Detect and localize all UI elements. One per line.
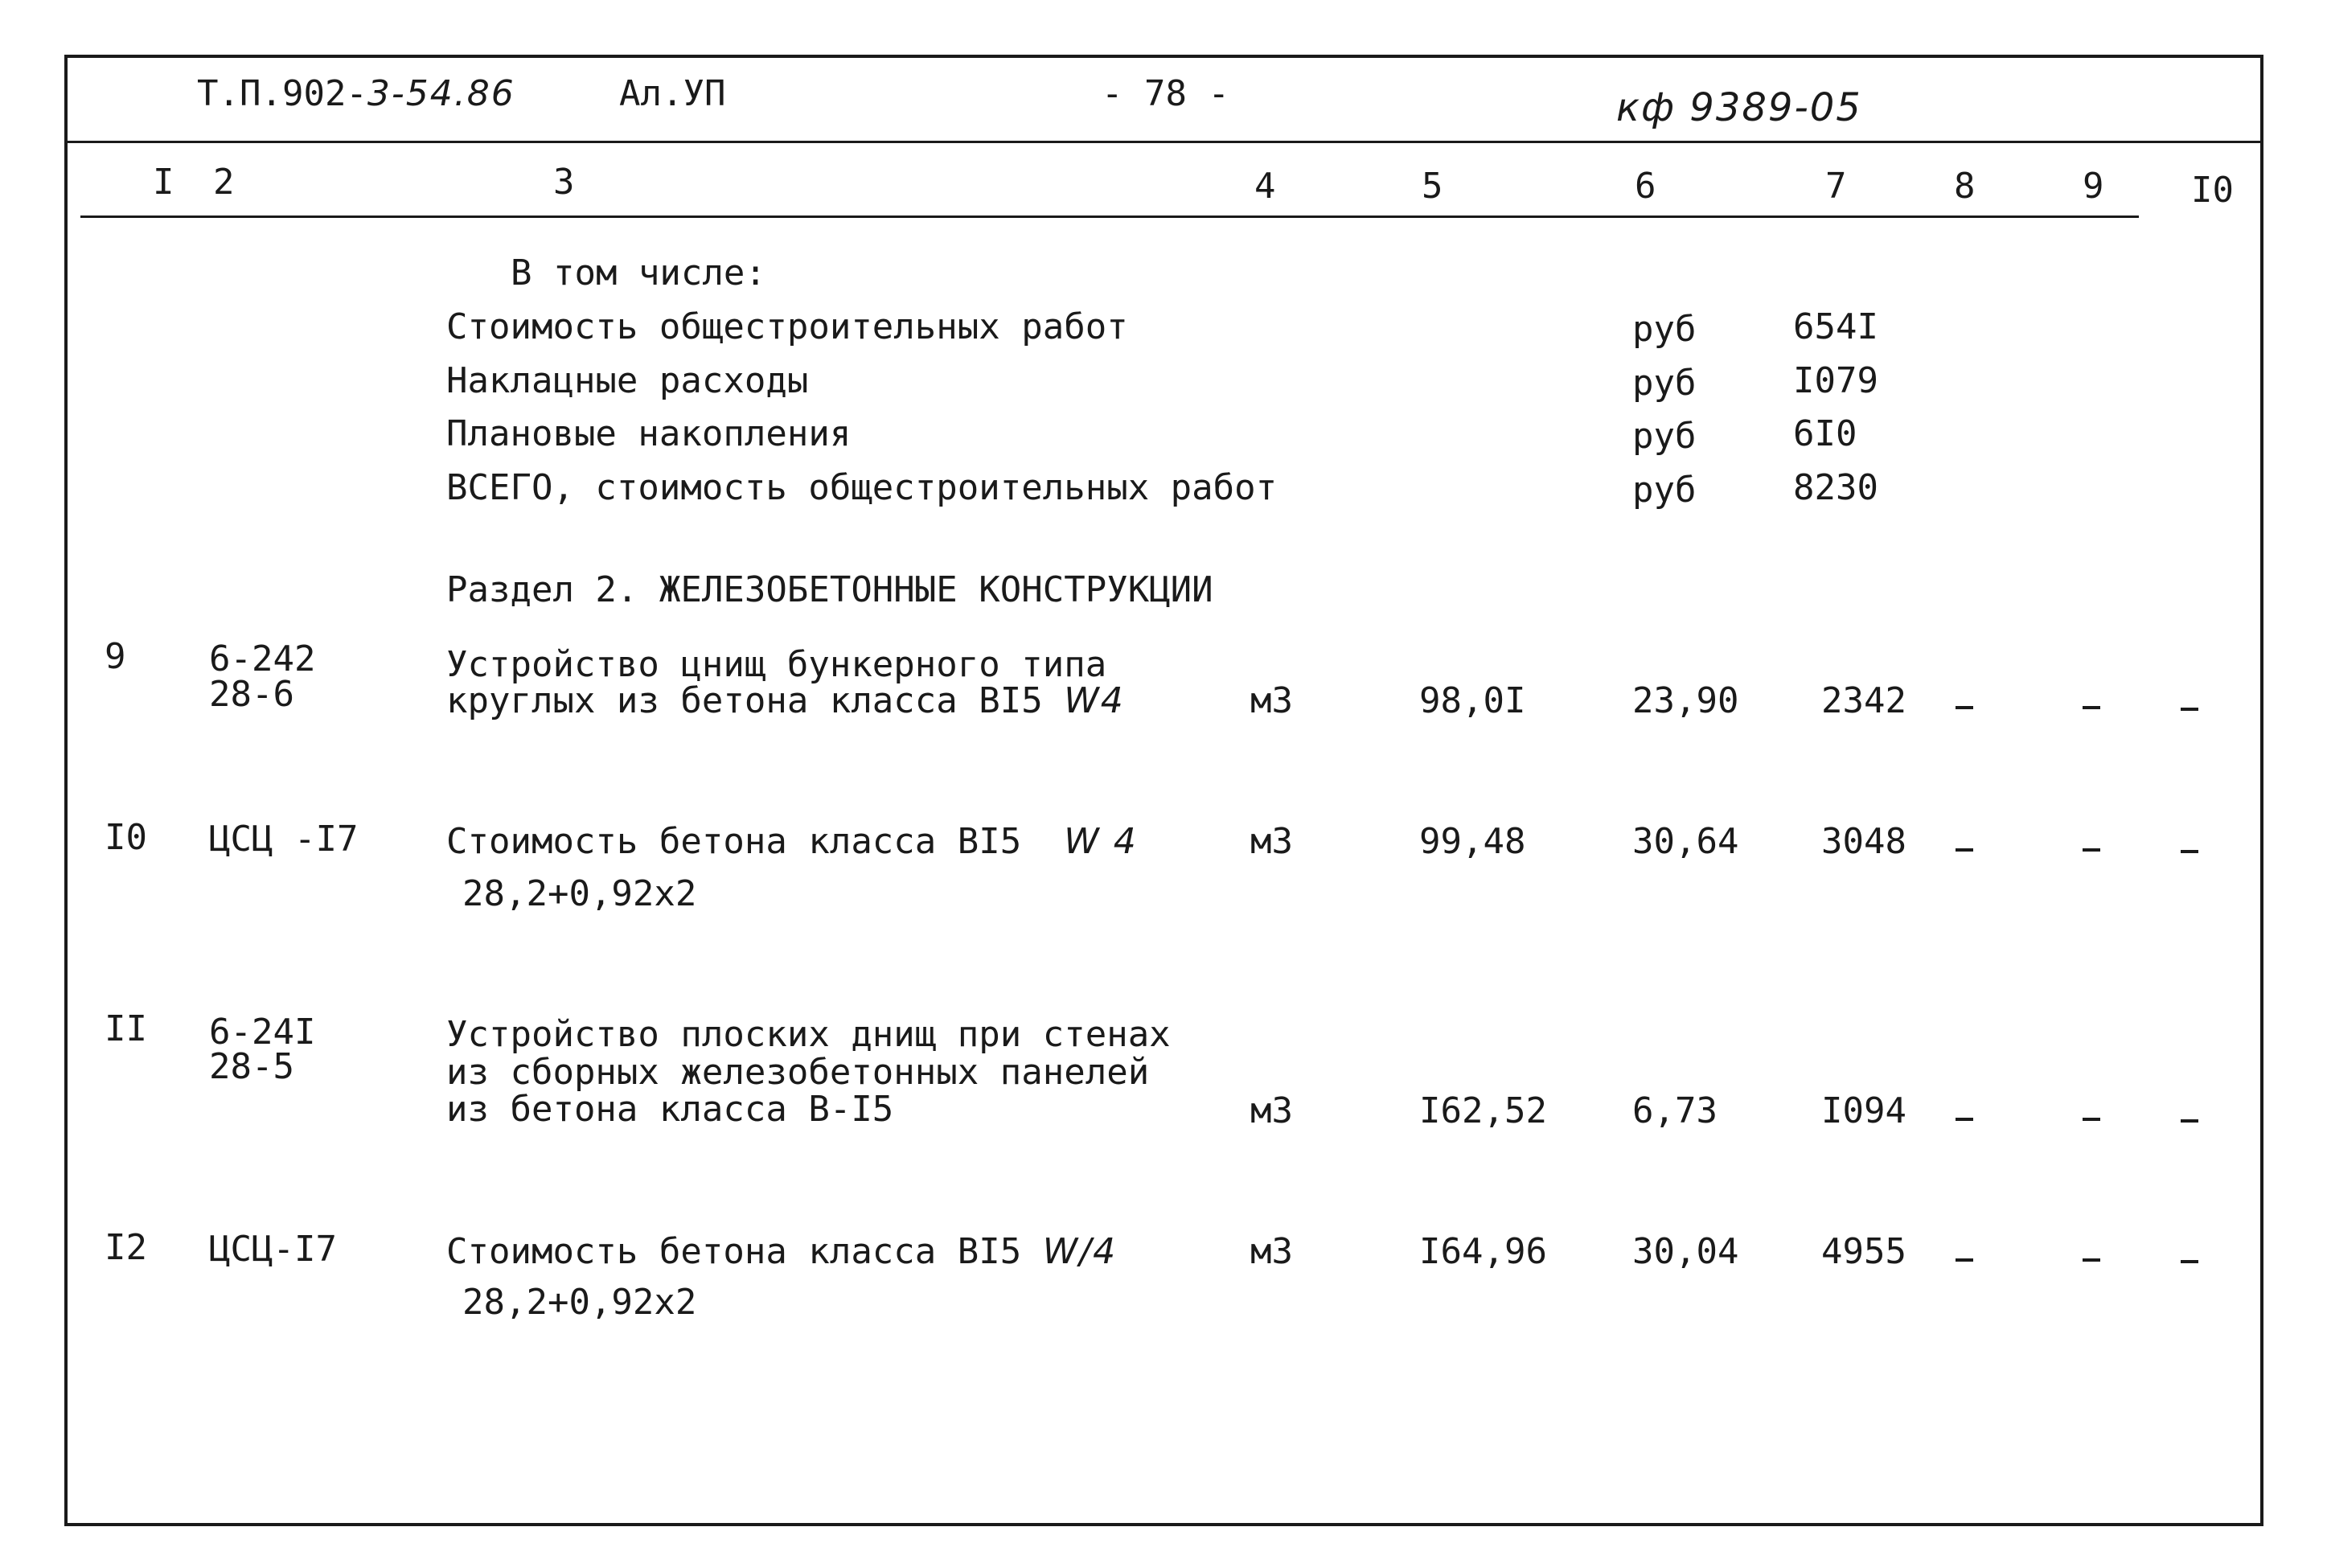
row-description: из сборных железобетонных панелей [446,1052,1150,1093]
row-description: круглых из бетона класса BI5 W4 [446,680,1125,721]
col-number-7: 7 [1825,166,1847,207]
row-description: Стоимость бетона класса BI5 W 4 [446,821,1138,862]
page-number: - 78 - [1102,73,1229,114]
row-description: из бетона класса В-I5 [446,1089,894,1130]
summary-line-text: ВСЕГО, стоимость общестроительных работ [446,467,1278,508]
row-code: 6-24I [209,1012,316,1053]
row-description: Стоимость бетона класса BI5 W/4 [446,1231,1118,1272]
row-col9-dash [2083,1258,2100,1262]
summary-intro: В том числе: [511,252,766,293]
row-number: I2 [105,1227,147,1268]
row-col10-dash [2181,1119,2198,1123]
row-number: II [105,1008,147,1049]
summary-line-unit: руб [1632,416,1697,457]
col-number-2: 2 [213,162,235,203]
row-col10-dash [2181,850,2198,853]
col-number-10: I0 [2191,170,2234,211]
page-frame [64,55,2263,1526]
summary-line-text: Плановые накопления [446,413,852,454]
header-divider [64,141,2263,143]
row-quantity: 98,0I [1419,680,1526,721]
row-code-secondary: 28-6 [209,674,294,715]
row-code-secondary: 28-5 [209,1046,294,1087]
section-title: Раздел 2. ЖЕЛЕЗОБЕТОННЫЕ КОНСТРУКЦИИ [446,569,1213,610]
summary-line-value: 6I0 [1793,413,1857,454]
col-number-5: 5 [1422,166,1443,207]
col-number-6: 6 [1635,166,1656,207]
row-unit-price: 23,90 [1632,680,1739,721]
row-unit: м3 [1250,1231,1293,1272]
row-description: Устройство цнищ бункерного типа [446,644,1107,685]
summary-line-unit: руб [1632,363,1697,404]
row-code: ЦСЦ-I7 [209,1229,337,1270]
row-unit: м3 [1250,821,1293,862]
row-col8-dash [1956,1258,1973,1262]
row-total: 2342 [1821,680,1906,721]
summary-line-unit: руб [1632,309,1697,350]
row-total: 3048 [1821,821,1906,862]
row-col8-dash [1956,848,1973,852]
row-quantity: I64,96 [1419,1231,1547,1272]
row-description: Устройство плоских днищ при стенах [446,1014,1171,1055]
doc-number: Т.П.902-3-54.86 [197,73,515,114]
column-header-divider [80,215,2139,218]
row-col9-dash [2083,1118,2100,1121]
row-total: I094 [1821,1090,1906,1131]
row-col10-dash [2181,708,2198,711]
col-number-4: 4 [1254,166,1276,207]
col-number-3: 3 [553,162,575,203]
row-number: I0 [105,817,147,858]
row-number: 9 [105,636,126,677]
album-label: Ал.УП [619,73,726,114]
row-code: 6-242 [209,638,316,679]
summary-line-text: Наклацные расходы [446,360,809,401]
row-col8-dash [1956,706,1973,709]
row-unit-price: 30,04 [1632,1231,1739,1272]
col-number-9: 9 [2083,166,2104,207]
row-code: ЦСЦ -I7 [209,819,359,860]
row-unit: м3 [1250,680,1293,721]
col-number-8: 8 [1954,166,1976,207]
stamp-number: кф 9389-05 [1616,85,1862,130]
summary-line-text: Стоимость общестроительных работ [446,306,1128,347]
summary-line-unit: руб [1632,470,1697,511]
row-unit-price: 6,73 [1632,1090,1718,1131]
row-formula: 28,2+0,92x2 [462,873,697,914]
row-total: 4955 [1821,1231,1906,1272]
row-unit-price: 30,64 [1632,821,1739,862]
summary-line-value: 8230 [1793,467,1878,508]
row-col10-dash [2181,1260,2198,1263]
row-col9-dash [2083,848,2100,852]
summary-line-value: 654I [1793,306,1878,347]
summary-line-value: I079 [1793,360,1878,401]
row-quantity: I62,52 [1419,1090,1547,1131]
row-col9-dash [2083,706,2100,709]
row-unit: м3 [1250,1090,1293,1131]
row-col8-dash [1956,1118,1973,1121]
row-formula: 28,2+0,92x2 [462,1282,697,1323]
row-quantity: 99,48 [1419,821,1526,862]
col-number-1: I [153,162,174,203]
